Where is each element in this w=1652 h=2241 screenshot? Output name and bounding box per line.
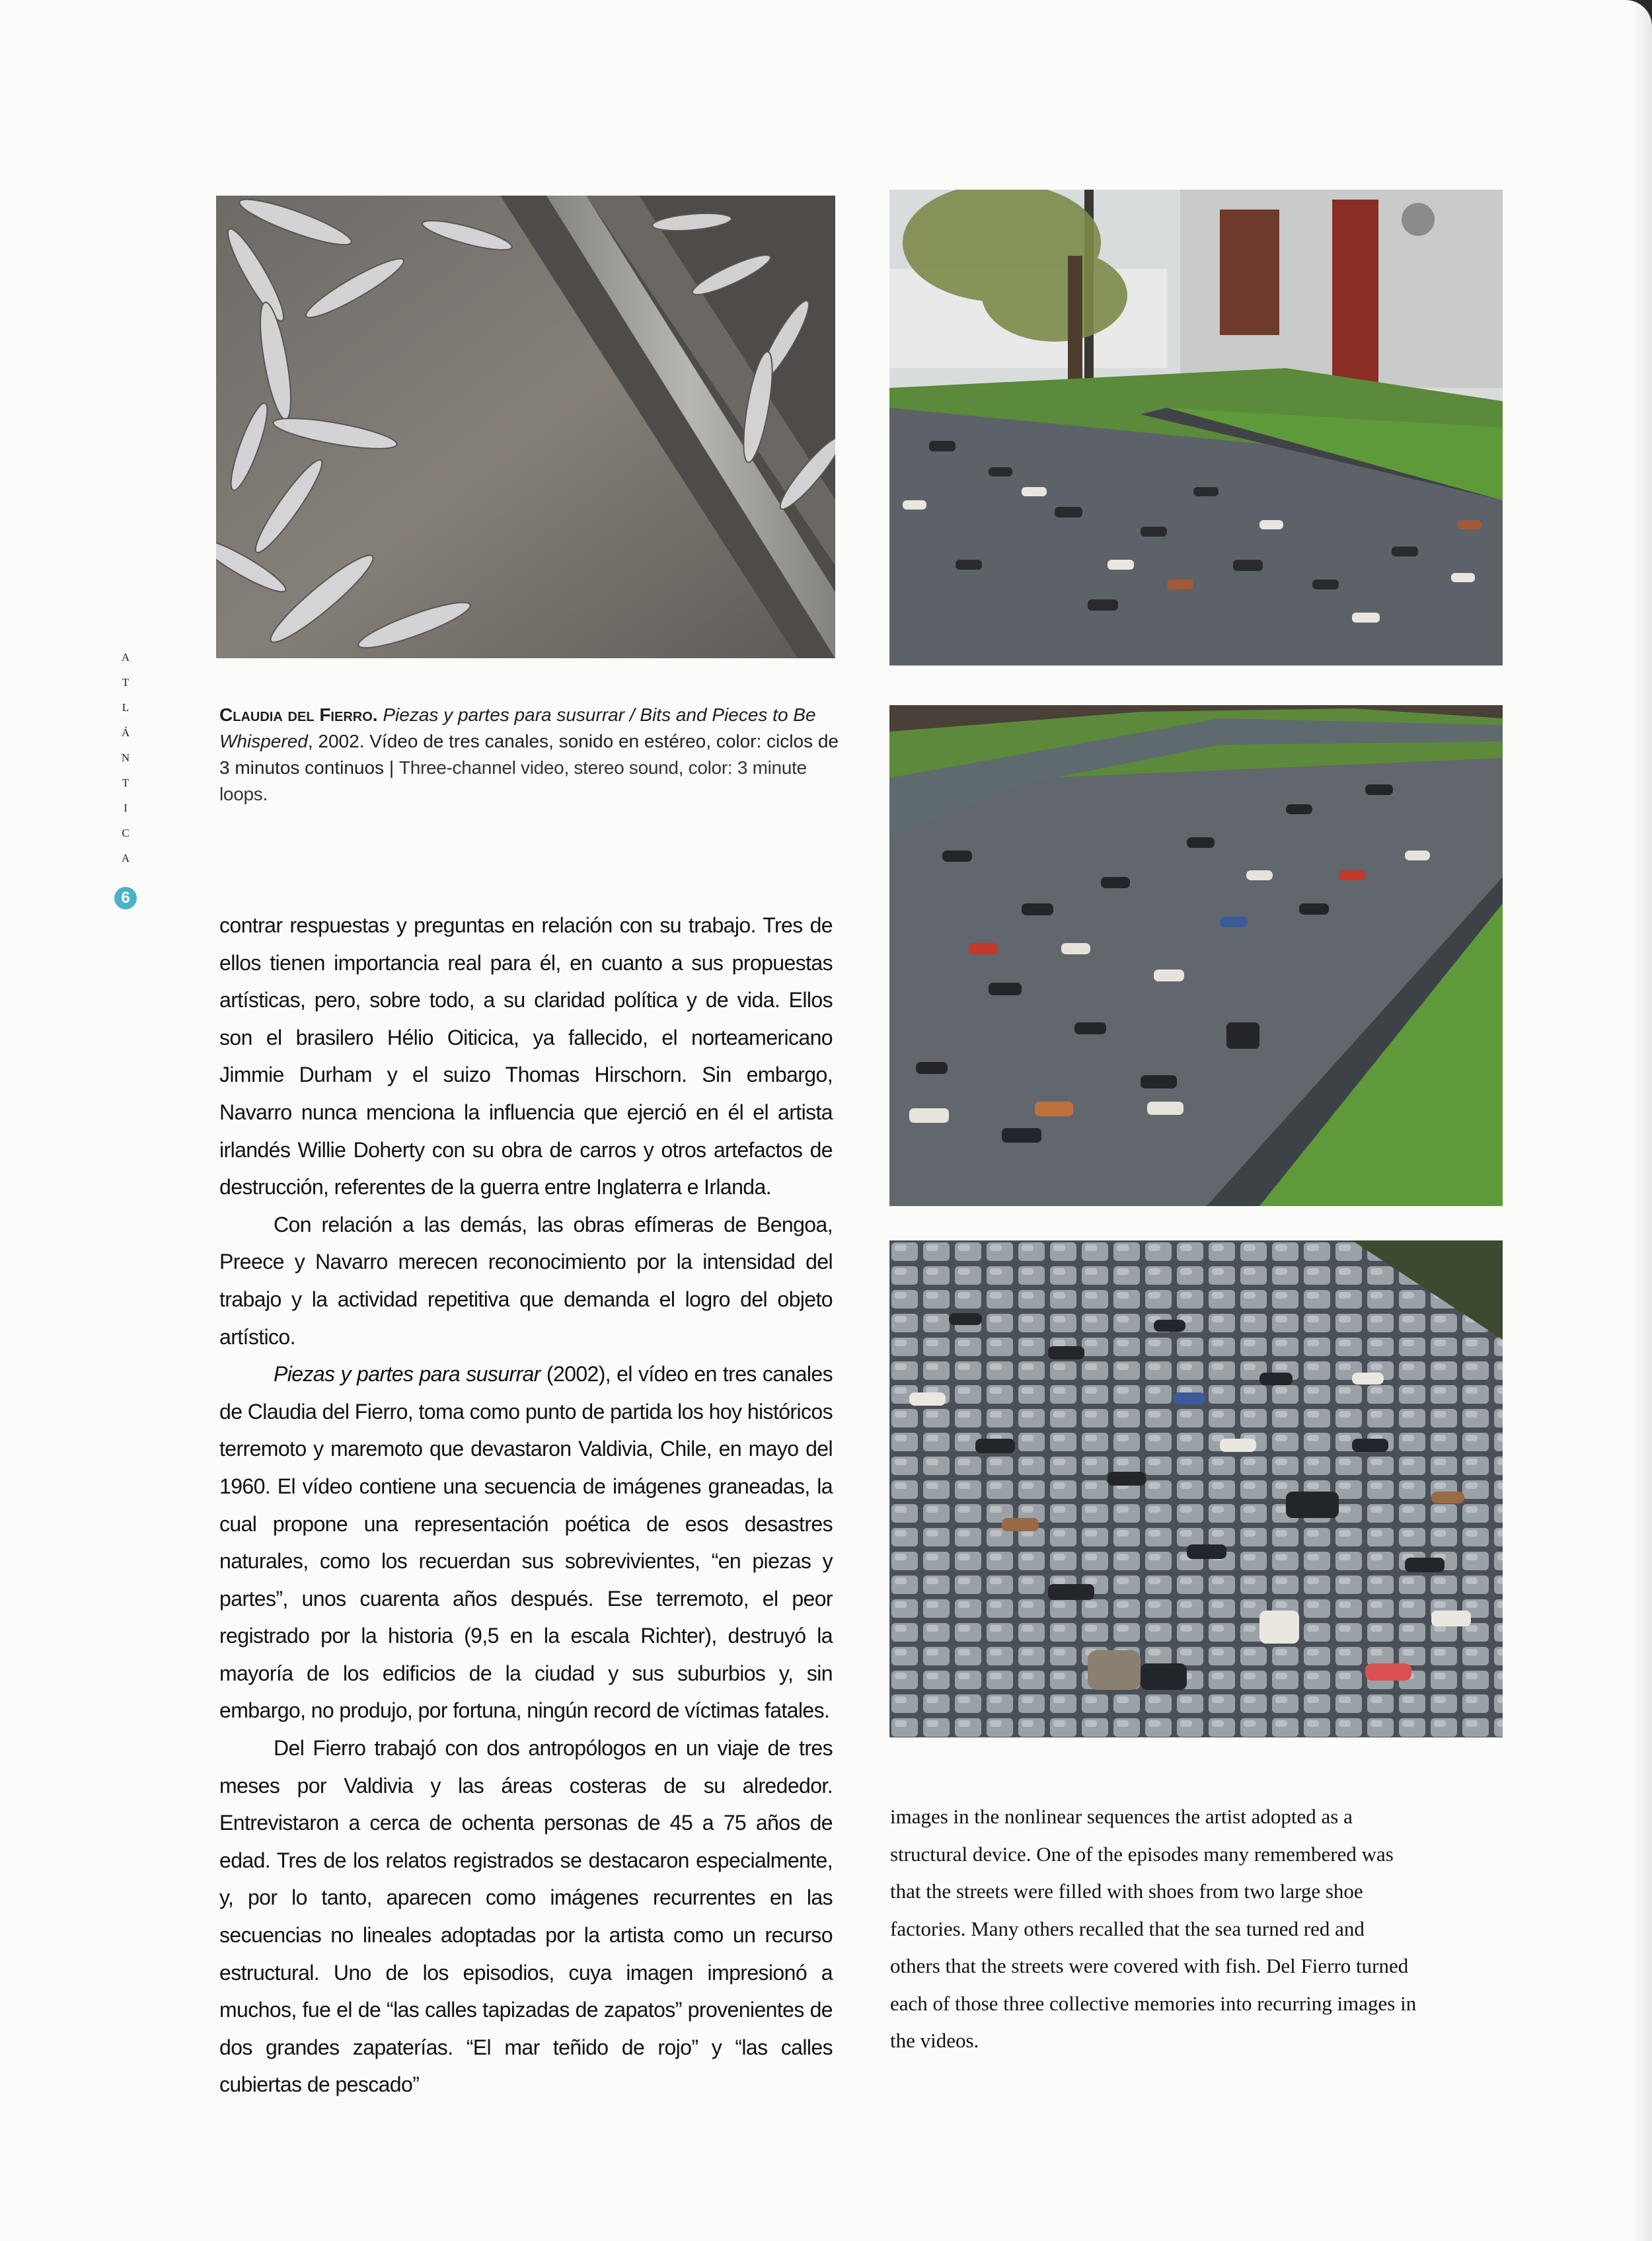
shoes-on-curving-street-photo	[889, 705, 1503, 1206]
running-title-letter: L	[122, 701, 130, 714]
body-text-spanish	[219, 907, 833, 2104]
running-title-letter: C	[122, 827, 130, 839]
paragraph: Del Fierro trabajó con dos antropólogos en un viaje de tres meses por Valdivia y las áreas costeras de su alrededor. Entrevistaron a cerca de ochenta personas de 45 a 75 años de edad. Tres de los relatos registrados se destacaron especialmente, y, por lo tanto, aparecen como imágenes recurrentes en las secuencias no lineales adoptadas por la artista como un recurso estructural. Uno de los episodios, cuya imagen impresionó a muchos, fue el de “las calles tapizadas de zapatos” provenientes de dos grandes zapaterías. “El mar teñido de rojo” y “las calles cubiertas de pescado”	[219, 1736, 833, 2097]
paragraph	[219, 1355, 833, 1729]
running-title-letter: A	[121, 852, 130, 864]
text-line: others that the streets were covered with fish. Del Fierro turned	[890, 1954, 1409, 1977]
page-number-badge: 6	[114, 887, 137, 909]
text-line: each of those three collective memories into recurring images in	[890, 1991, 1417, 2015]
caption-title-separator: /	[624, 704, 640, 725]
text-line: factories. Many others recalled that the sea turned red and	[890, 1917, 1365, 1940]
running-title-letter: N	[121, 751, 130, 764]
text-line: structural device. One of the episodes many remembered was	[890, 1842, 1394, 1866]
caption-title-en: Bits and Pieces to Be Whispered	[219, 704, 816, 751]
caption-details-es: , 2002. Vídeo de tres canales, sonido en estéreo, color: ciclos de 3 minutos continuos	[219, 731, 839, 778]
page-edge-shadow	[1632, 0, 1652, 2241]
work-title: Piezas y partes para susurrar	[274, 1362, 541, 1386]
body-text-english	[890, 1798, 1505, 2060]
paragraph: contrar respuestas y preguntas en relación con su trabajo. Tres de ellos tienen importancia real para él, en cuanto a sus propuestas artísticas, pero, sobre todo, a su claridad política y de vida. Ellos son el brasilero Hélio Oiticica, ya fallecido, el norteamericano Jimmie Durham y el suizo Thomas Hirschorn. Sin embargo, Navarro nunca menciona la influencia que ejerció en él el artista irlandés Willie Doherty con su obra de carros y otros artefactos de destrucción, referentes de la guerra entre Inglaterra e Irlanda.	[219, 913, 833, 1199]
photo-caption	[219, 702, 841, 808]
running-title-letter: Á	[121, 726, 130, 739]
running-title-letter: T	[122, 777, 130, 789]
running-title-vertical	[118, 645, 133, 871]
paragraph-text: (2002), el vídeo en tres canales de Claudia del Fierro, toma como punto de partida los hoy históricos terremoto y maremoto que devastaron Valdivia, Chile, en mayo del 1960. El vídeo contiene una secuencia de imágenes graneadas, la cual propone una representación poética de esos desastres naturales, como los recuerdan sus sobrevivientes, “en piezas y partes”, unos cuarenta años después. Ese terremoto, el peor registrado por la historia (9,5 en la escala Richter), destruyó la mayoría de los edificios de la ciudad y sus suburbios y, sin embargo, no produjo, por fortuna, ningún record de víctimas fatales.	[219, 1362, 833, 1723]
paragraph: Con relación a las demás, las obras efímeras de Bengoa, Preece y Navarro merecen reconocimiento por la intensidad del trabajo y la actividad repetitiva que demanda el logro del objeto artístico.	[219, 1212, 833, 1349]
caption-details-en: Three-channel video, stereo sound, color: 3 minute loops.	[219, 757, 807, 804]
street-with-shoes-and-house-photo	[889, 190, 1503, 665]
caption-title-es: Piezas y partes para susurrar	[383, 704, 625, 725]
fish-on-street-photo	[216, 196, 835, 658]
text-line: the videos.	[890, 2029, 979, 2052]
running-title-letter: T	[122, 676, 130, 689]
running-title-letter: A	[121, 651, 130, 664]
text-line: images in the nonlinear sequences the artist adopted as a	[890, 1805, 1353, 1828]
text-line: that the streets were filled with shoes from two large shoe	[890, 1880, 1363, 1903]
running-title-letter: I	[124, 802, 128, 814]
shoes-on-cobblestones-photo	[889, 1240, 1503, 1737]
caption-divider: |	[384, 757, 399, 778]
caption-artist: Claudia del Fierro.	[219, 704, 378, 725]
